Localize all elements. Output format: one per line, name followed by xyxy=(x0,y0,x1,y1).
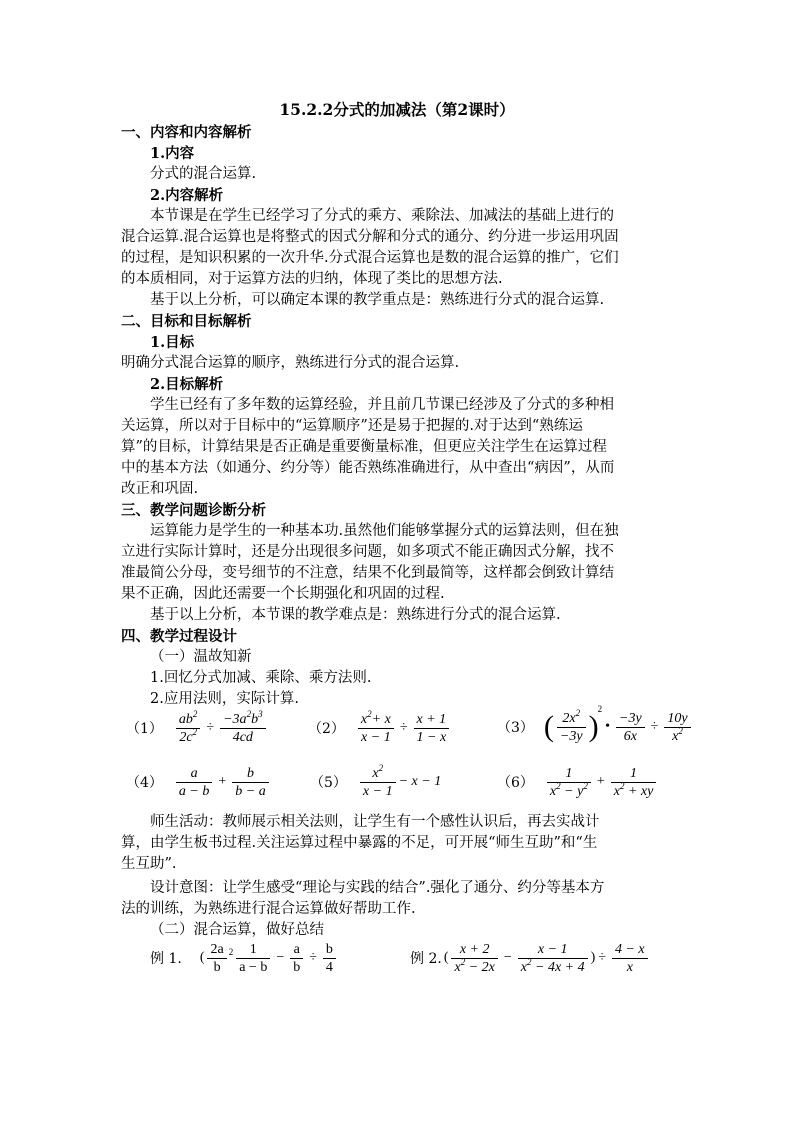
fraction: $\frac{x + 2}{x^2 - 2x}$ xyxy=(451,941,497,976)
exercise-4 xyxy=(126,762,272,802)
exercise-label: （1） xyxy=(126,721,163,737)
exercise-label: （2） xyxy=(308,721,345,737)
paragraph-line: 果不正确，因此还需要一个长期强化和巩固的过程. xyxy=(121,586,445,602)
divide-sign: ÷ xyxy=(399,720,408,735)
review-item: 1.回忆分式加减、乘除、乘方法则. xyxy=(150,670,372,686)
exercise-5: （5） $\frac{x^2}{x - 1}$ − x − 1 xyxy=(310,762,442,799)
exercise-3: （3） ( $\frac{2x^2}{-3y}$ ) 2 • $\frac{-3y}{6x}$ ÷ $\frac{10y}{x^2}$ xyxy=(497,704,694,750)
paragraph-line: 基于以上分析，可以确定本课的教学重点是：熟练进行分式的混合运算. xyxy=(150,292,605,308)
paragraph-line: 算”的目标，计算结果是否正确是重要衡量标准，但更应关注学生在运算过程 xyxy=(121,439,607,455)
divide-sign: ÷ xyxy=(206,720,215,735)
fraction: $\frac{x^2+ x}{x - 1}$ xyxy=(358,711,394,746)
fraction: $\frac{1}{x^2 + xy}$ xyxy=(611,765,657,800)
subheading-goal-analysis: 2.目标解析 xyxy=(150,376,224,393)
goal-text: 明确分式混合运算的顺序，熟练进行分式的混合运算. xyxy=(121,355,460,371)
divide-sign: ÷ xyxy=(650,719,659,734)
review-item: 2.应用法则，实际计算. xyxy=(150,691,299,707)
paragraph-line: 法的训练，为熟练进行混合运算做好帮助工作. xyxy=(121,901,416,917)
heading-diagnosis: 三、教学问题诊断分析 xyxy=(121,502,266,519)
left-paren: ( xyxy=(543,710,554,743)
fraction: $\frac{10y}{x^2}$ xyxy=(664,710,690,745)
paragraph-line: 立进行实际计算时，还是分出现很多问题，如多项式不能正确因式分解，找不 xyxy=(121,544,614,560)
fraction: $\frac{4 - x}{x}$ xyxy=(612,941,648,976)
subheading-goal: 1.目标 xyxy=(150,334,195,351)
fraction: $\frac{x - 1}{x^2 - 4x + 4}$ xyxy=(518,941,588,976)
plus-sign: + xyxy=(218,774,227,789)
content-text: 分式的混合运算. xyxy=(150,166,257,182)
divide-sign: ÷ xyxy=(598,950,606,965)
paragraph-line: 生互助”. xyxy=(121,856,177,872)
paragraph-line: 的过程，是知识积累的一次升华.分式混合运算也是数的混合运算的推广，它们 xyxy=(121,250,619,266)
paragraph-line: 设计意图：让学生感受“理论与实践的结合”.强化了通分、约分等基本方 xyxy=(150,880,605,896)
subheading-content-analysis: 2.内容解析 xyxy=(150,187,224,204)
minus-sign: − xyxy=(276,950,285,965)
heading-process: 四、教学过程设计 xyxy=(121,628,237,645)
page-title: 15.2.2分式的加减法（第2课时） xyxy=(279,100,515,119)
exercise-label: （4） xyxy=(126,775,163,791)
paragraph-line: 中的基本方法（如通分、约分等）能否熟练准确进行，从中查出“病因”，从而 xyxy=(121,460,615,476)
exercise-label: （3） xyxy=(497,720,534,736)
example-1: 例 1. ( $\frac{2a}{b}$ 2 $\frac{1}{a - b}$ − $\frac{a}{b}$ ÷ $\frac{b}{4}$ xyxy=(150,938,339,978)
minus-sign: − xyxy=(503,950,512,965)
multiply-dot: • xyxy=(605,719,610,734)
subheading-review: （一）温故知新 xyxy=(150,649,252,665)
paragraph-line: 算，由学生板书过程.关注运算过程中暴露的不足，可开展“师生互助”和“生 xyxy=(121,835,598,851)
subheading-content: 1.内容 xyxy=(150,145,195,162)
paragraph-line: 基于以上分析，本节课的教学难点是：熟练进行分式的混合运算. xyxy=(150,607,561,623)
exercise-label: （5） xyxy=(310,775,347,791)
exercise-2 xyxy=(308,708,452,748)
plus-sign: + xyxy=(596,774,605,789)
fraction: $\frac{-3a^2b^3}{4cd}$ xyxy=(220,711,265,746)
fraction: $\frac{a}{a - b}$ xyxy=(176,765,212,800)
divide-sign: ÷ xyxy=(309,950,317,965)
paragraph-line: 改正和巩固. xyxy=(121,481,199,497)
example-2: 例 2. ( $\frac{x + 2}{x^2 - 2x}$ − $\frac{x - 1}{x^2 - 4x + 4}$ ) ÷ $\frac{4 - x}{x}$ xyxy=(410,938,651,978)
fraction: $\frac{x + 1}{1 - x}$ xyxy=(414,711,450,746)
fraction: $\frac{b}{b - a}$ xyxy=(232,765,268,800)
fraction: $\frac{x^2}{x - 1}$ xyxy=(360,765,396,800)
paragraph-line: 混合运算.混合运算也是将整式的因式分解和分式的通分、约分进一步运用巩固 xyxy=(121,229,619,245)
example-label: 例 2. xyxy=(410,951,442,967)
paragraph-line: 师生活动：教师展示相关法则，让学生有一个感性认识后，再去实战计 xyxy=(150,814,600,830)
heading-goals: 二、目标和目标解析 xyxy=(121,313,252,330)
fraction: $\frac{ab^2}{2c^2}$ xyxy=(176,711,201,746)
heading-content: 一、内容和内容解析 xyxy=(121,124,252,141)
example-label: 例 1. xyxy=(150,951,182,967)
subheading-mixed-ops: （二）混合运算，做好总结 xyxy=(150,922,324,938)
fraction: $\frac{1}{a - b}$ xyxy=(236,941,270,976)
paragraph-line: 准最简公分母，变号细节的不注意，结果不化到最简等，这样都会倒致计算结 xyxy=(121,565,614,581)
paragraph-line: 本节课是在学生已经学习了分式的乘方、乘除法、加减法的基础上进行的 xyxy=(150,208,614,224)
fraction: $\frac{-3y}{6x}$ xyxy=(616,710,645,745)
fraction: $\frac{2a}{b}$ xyxy=(207,941,226,976)
paragraph-line: 的本质相同，对于运算方法的归纳，体现了类比的思想方法. xyxy=(121,271,503,287)
exercise-label: （6） xyxy=(497,775,534,791)
exercise-1 xyxy=(126,708,269,748)
fraction: $\frac{1}{x^2 - y^2}$ xyxy=(547,765,591,800)
paragraph-line: 学生已经有了多年数的运算经验，并且前几节课已经涉及了分式的多种相 xyxy=(150,397,614,413)
fraction: $\frac{b}{4}$ xyxy=(323,941,336,976)
right-paren: ) xyxy=(588,710,599,743)
fraction: $\frac{a}{b}$ xyxy=(290,941,303,976)
fraction: $\frac{2x^2}{-3y}$ xyxy=(557,710,586,745)
paragraph-line: 运算能力是学生的一种基本功.虽然他们能够掌握分式的运算法则，但在独 xyxy=(150,523,619,539)
exercise-6 xyxy=(497,762,659,802)
paragraph-line: 关运算，所以对于目标中的“运算顺序”还是易于把握的.对于达到“熟练运 xyxy=(121,418,583,434)
